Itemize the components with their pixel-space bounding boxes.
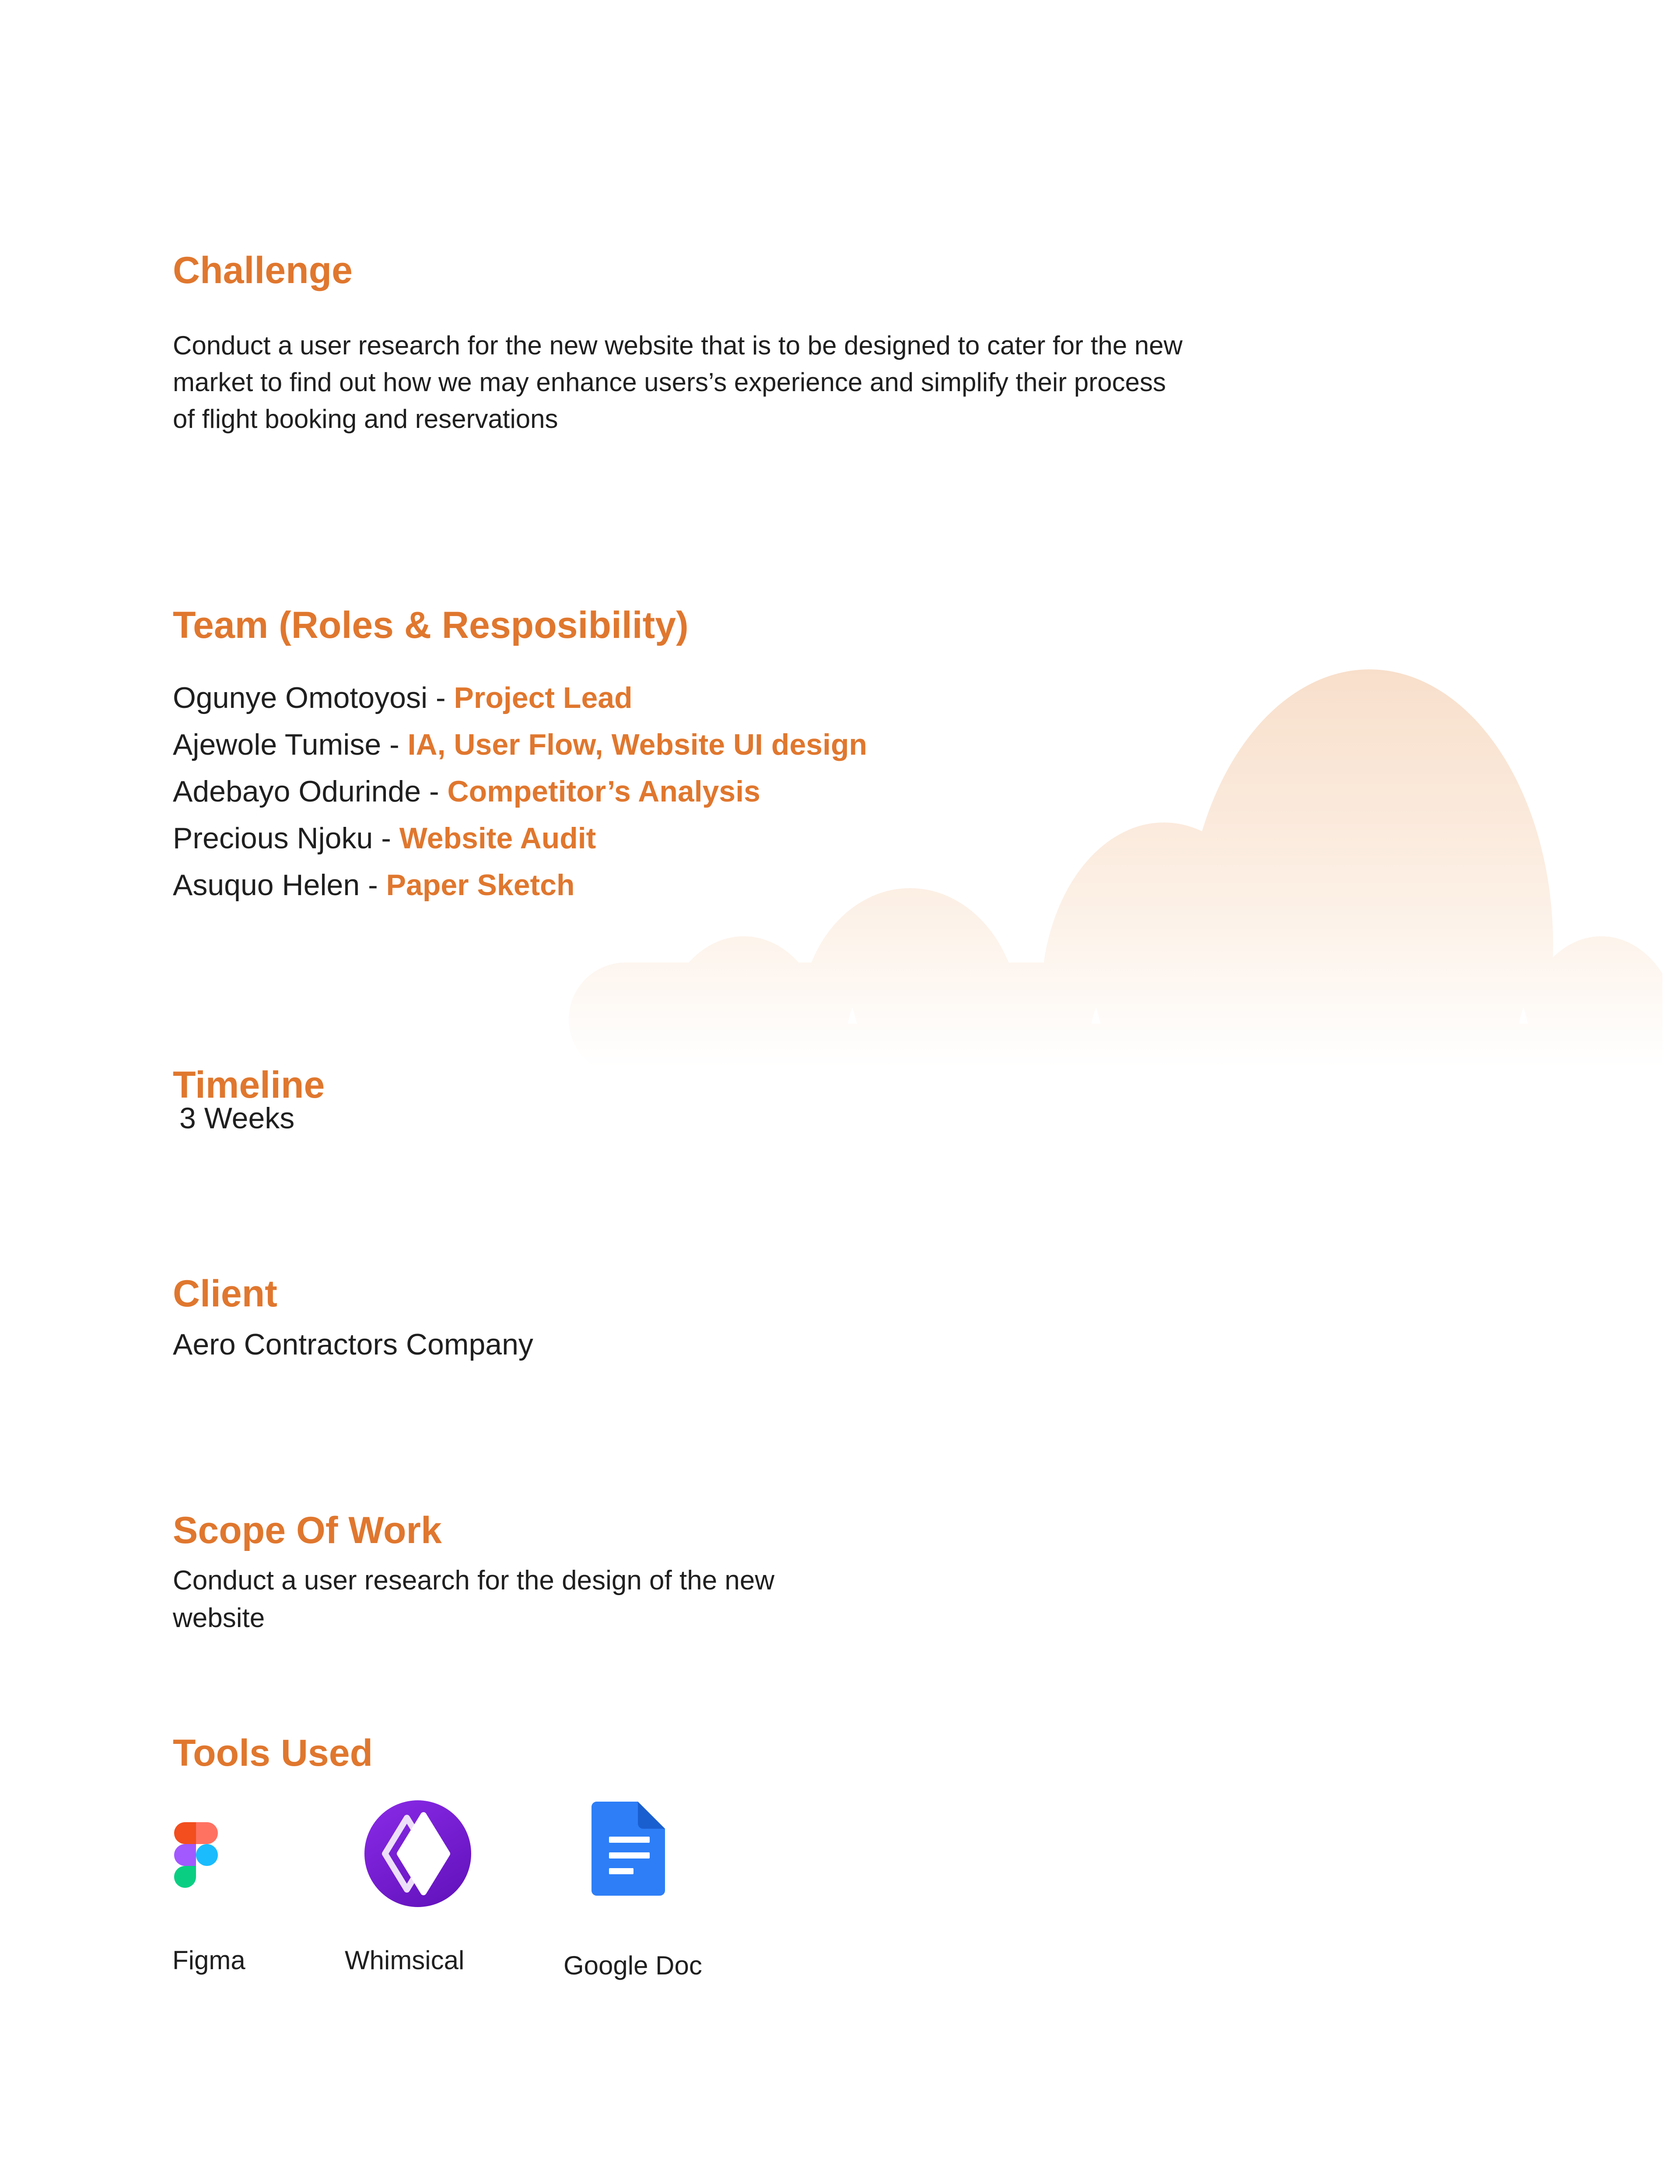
team-member-row (173, 768, 867, 815)
team-member-row (173, 815, 867, 862)
timeline-heading: Timeline (173, 1064, 325, 1106)
team-member-role: Website Audit (399, 822, 596, 855)
scope-heading: Scope Of Work (173, 1509, 442, 1551)
team-heading: Team (Roles & Resposibility) (173, 604, 689, 646)
team-separator: - (427, 681, 454, 714)
team-member-name: Ajewole Tumise (173, 728, 382, 761)
team-member-role: IA, User Flow, Website UI design (407, 728, 868, 761)
timeline-value: 3 Weeks (179, 1102, 295, 1135)
team-separator: - (373, 822, 399, 855)
team-member-row (173, 721, 867, 768)
whimsical-label: Whimsical (345, 1946, 465, 1975)
team-list (173, 675, 867, 909)
team-member-row (173, 675, 867, 721)
challenge-body: Conduct a user research for the new website that is to be designed to cater for the new market to find out how we may enhance users’s experience and simplify their process of flight booking and reservations (173, 331, 1183, 434)
team-member-name: Asuquo Helen (173, 868, 360, 902)
client-value: Aero Contractors Company (173, 1328, 533, 1361)
google-doc-label: Google Doc (564, 1951, 702, 1980)
team-member-name: Precious Njoku (173, 822, 373, 855)
team-separator: - (360, 868, 386, 902)
team-member-name: Adebayo Odurinde (173, 775, 421, 808)
team-separator: - (381, 728, 408, 761)
tools-heading: Tools Used (173, 1732, 373, 1774)
team-member-role: Project Lead (454, 681, 633, 714)
team-separator: - (421, 775, 448, 808)
cloud-sail-marks (847, 1006, 1528, 1024)
team-member-name: Ogunye Omotoyosi (173, 681, 428, 714)
figma-label: Figma (172, 1946, 245, 1975)
team-member-role: Paper Sketch (386, 868, 575, 902)
client-heading: Client (173, 1273, 277, 1315)
challenge-heading: Challenge (173, 249, 353, 291)
figma-icon (174, 1822, 218, 1888)
google-doc-icon (592, 1802, 665, 1896)
scope-body: Conduct a user research for the design of the new website (173, 1565, 775, 1633)
whimsical-icon (364, 1800, 471, 1907)
team-member-role: Competitor’s Analysis (447, 775, 760, 808)
team-member-row (173, 862, 867, 909)
